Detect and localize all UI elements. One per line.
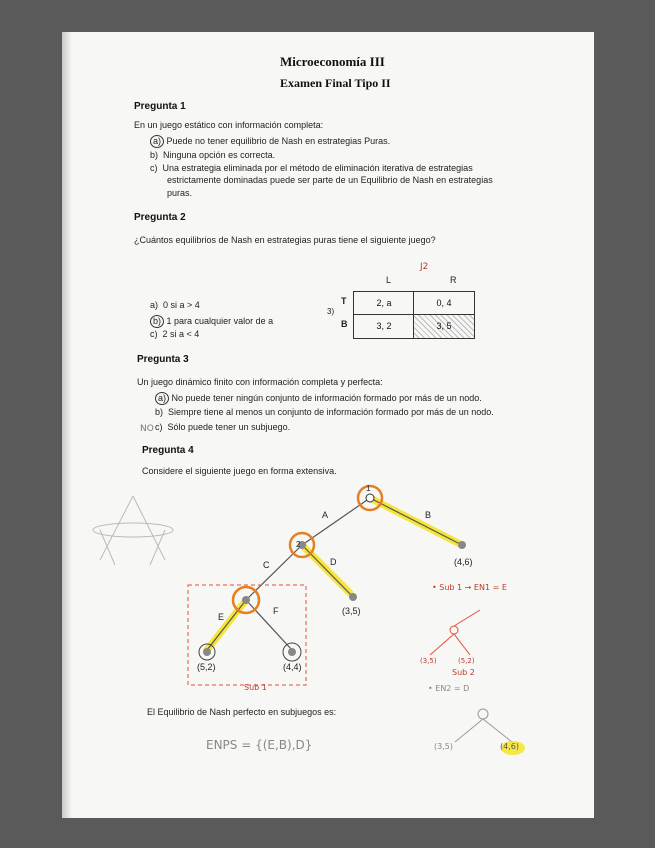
spe-prompt: El Equilibrio de Nash perfecto en subjuegos es:: [147, 707, 337, 717]
note-en1: • Sub 1 → EN1 = E: [432, 583, 507, 592]
question-1-stem: En un juego estático con información completa:: [134, 120, 324, 130]
row-label-t: T: [341, 296, 347, 306]
question-4-stem: Considere el siguiente juego en forma extensiva.: [142, 466, 337, 476]
q3-option-a: a) No puede tener ningún conjunto de información formado por más de un nodo.: [155, 392, 482, 405]
action-b-label: B: [425, 510, 432, 520]
action-e-label: E: [218, 612, 225, 622]
q2-option-a: a) 0 si a > 4: [150, 300, 200, 310]
cell-t-r: 0, 4: [436, 298, 452, 308]
payoff-e: (5,2): [197, 662, 216, 672]
q2-option-c: c) 2 si a < 4: [150, 329, 200, 339]
payoff-b: (4,6): [454, 557, 473, 567]
cell-b-l: 3, 2: [376, 321, 392, 331]
payoff-d: (3,5): [342, 606, 361, 616]
q1-option-c: c) Una estrategia eliminada por el método de eliminación iterativa de estrategias: [150, 163, 473, 173]
note-subgame-1: Sub 1: [244, 683, 267, 692]
q3-option-c: c) Sólo puede tener un subjuego.: [155, 422, 291, 432]
q1-option-c-line2: estrictamente dominadas puede ser parte de un Equilibrio de Nash en estrategias: [167, 175, 493, 185]
action-f-label: F: [273, 606, 279, 616]
handwritten-answer: ENPS = {(E,B),D}: [206, 738, 313, 752]
note-small-tree-left: (3,5): [434, 742, 453, 751]
q1-option-b: b) Ninguna opción es correcta.: [150, 150, 276, 160]
payoff-f: (4,4): [283, 662, 302, 672]
pencil-sketch-tree: [93, 496, 173, 565]
question-3-heading: Pregunta 3: [137, 354, 189, 365]
column-label-l: L: [386, 275, 392, 285]
column-label-r: R: [450, 275, 457, 285]
action-d-label: D: [330, 557, 337, 567]
question-4-heading: Pregunta 4: [142, 445, 194, 456]
player-1-label: 3): [327, 307, 335, 316]
hand-tree-middle: [430, 610, 480, 655]
highlight-strokes: [207, 498, 462, 650]
root-node-label: 1: [366, 484, 371, 493]
q3-option-b: b) Siempre tiene al menos un conjunto de información formado por más de un nodo.: [155, 407, 494, 417]
question-3-stem: Un juego dinámico finito con información completa y perfecta:: [137, 377, 383, 387]
row-label-b: B: [341, 319, 348, 329]
exam-subtitle: Examen Final Tipo II: [280, 76, 391, 90]
note-subgame-2: Sub 2: [452, 668, 475, 677]
question-2-stem: ¿Cuántos equilibrios de Nash en estrategias puras tiene el siguiente juego?: [134, 235, 436, 245]
q1-option-a: a) Puede no tener equilibrio de Nash en estrategias Puras.: [150, 135, 390, 148]
q3-margin-note: NO: [140, 424, 154, 434]
hand-tree-bottom: [455, 709, 512, 742]
question-2-heading: Pregunta 2: [134, 212, 186, 223]
action-a-label: A: [322, 510, 329, 520]
note-small-tree-right: (4,6): [500, 742, 519, 751]
q1-option-c-line3: puras.: [167, 188, 193, 198]
cell-t-l: 2, a: [376, 298, 392, 308]
q2-option-b: b) 1 para cualquier valor de a: [150, 315, 273, 328]
note-small-payoff-right: (5,2): [458, 657, 475, 665]
exam-title: Microeconomía III: [280, 54, 385, 69]
second-node-label: 2: [296, 540, 301, 549]
action-c-label: C: [263, 560, 270, 570]
note-small-payoff-left: (3,5): [420, 657, 437, 665]
cell-b-r: 3, 5: [414, 315, 474, 338]
question-1-heading: Pregunta 1: [134, 101, 186, 112]
note-en2: • EN2 = D: [428, 684, 470, 693]
player-2-label: J2: [420, 262, 429, 272]
